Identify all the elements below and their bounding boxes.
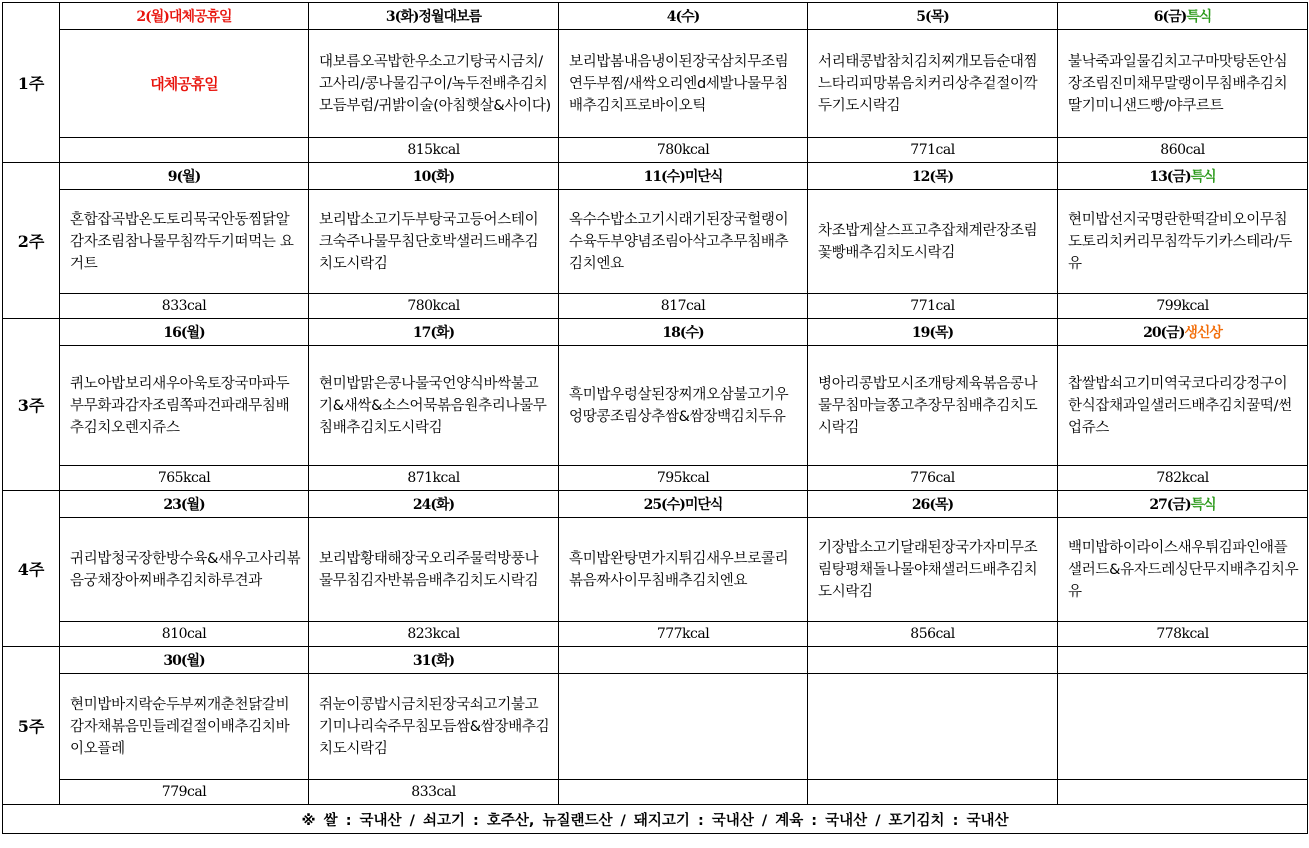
day-header: 19(목) <box>808 319 1058 346</box>
menu-cell <box>1058 674 1308 780</box>
menu-cell: 보리밥황태해장국오리주물럭방풍나물무침김자반볶음배추김치도시락김 <box>309 518 559 622</box>
day-header: 2(월)대체공휴일 <box>60 3 309 30</box>
kcal-cell: 780kcal <box>559 138 808 163</box>
kcal-cell: 779cal <box>60 780 309 805</box>
day-header <box>559 647 808 674</box>
menu-cell: 현미밥맑은콩나물국언양식바싹불고기&새싹&소스어묵볶음원추리나물무침배추김치도시락김 <box>309 346 559 466</box>
menu-cell: 서리태콩밥참치김치찌개모듬순대찜느타리피망볶음치커리상추겉절이깍두기도시락김 <box>808 30 1058 138</box>
day-header: 25(수)미단식 <box>559 491 808 518</box>
kcal-cell <box>559 780 808 805</box>
day-header: 5(목) <box>808 3 1058 30</box>
menu-cell: 귀리밥청국장한방수육&새우고사리볶음궁채장아찌배추김치하루견과 <box>60 518 309 622</box>
day-header: 12(목) <box>808 163 1058 190</box>
kcal-cell: 815kcal <box>309 138 559 163</box>
menu-cell: 쥐눈이콩밥시금치된장국쇠고기불고기미나리숙주무침모듬쌈&쌈장배추김치도시락김 <box>309 674 559 780</box>
day-header: 30(월) <box>60 647 309 674</box>
week-label: 4주 <box>3 491 60 647</box>
day-header: 17(화) <box>309 319 559 346</box>
day-header: 31(화) <box>309 647 559 674</box>
day-header: 24(화) <box>309 491 559 518</box>
menu-cell: 현미밥바지락순두부찌개춘천닭갈비감자채볶음민들레겉절이배추김치바이오플레 <box>60 674 309 780</box>
day-header: 16(월) <box>60 319 309 346</box>
week-label: 1주 <box>3 3 60 163</box>
day-header: 11(수)미단식 <box>559 163 808 190</box>
menu-cell: 혼합잡곡밥온도토리묵국안동찜닭알감자조림참나물무침깍두기떠먹는 요거트 <box>60 190 309 294</box>
menu-cell: 불낙죽과일물김치고구마맛탕돈안심장조림진미채무말랭이무침배추김치딸기미니샌드빵/야쿠르트 <box>1058 30 1308 138</box>
menu-cell: 옥수수밥소고기시래기된장국헐랭이수육두부양념조림아삭고추무침배추김치엔요 <box>559 190 808 294</box>
kcal-cell: 799kcal <box>1058 294 1308 319</box>
day-header: 27(금)특식 <box>1058 491 1308 518</box>
week-label: 3주 <box>3 319 60 491</box>
menu-cell: 대보름오곡밥한우소고기탕국시금치/고사리/콩나물김구이/녹두전배추김치모듬부럼/귀밝이술(아침햇살&사이다) <box>309 30 559 138</box>
menu-cell: 차조밥게살스프고추잡채계란장조림꽃빵배추김치도시락김 <box>808 190 1058 294</box>
kcal-cell <box>808 780 1058 805</box>
menu-cell: 현미밥선지국명란한떡갈비오이무침도토리치커리무침깍두기카스테라/두유 <box>1058 190 1308 294</box>
day-header: 13(금)특식 <box>1058 163 1308 190</box>
week-label: 5주 <box>3 647 60 805</box>
day-header: 6(금)특식 <box>1058 3 1308 30</box>
origin-footnote: ※ 쌀 : 국내산 / 쇠고기 : 호주산, 뉴질랜드산 / 돼지고기 : 국내산 / 계육 : 국내산 / 포기김치 : 국내산 <box>3 805 1308 834</box>
kcal-cell: 833cal <box>60 294 309 319</box>
day-header: 4(수) <box>559 3 808 30</box>
day-header: 23(월) <box>60 491 309 518</box>
menu-cell: 퀴노아밥보리새우아욱토장국마파두부무화과감자조림쪽파건파래무침배추김치오렌지쥬스 <box>60 346 309 466</box>
menu-cell <box>808 674 1058 780</box>
holiday-cell: 대체공휴일 <box>60 30 309 138</box>
kcal-cell: 856cal <box>808 622 1058 647</box>
day-header: 10(화) <box>309 163 559 190</box>
menu-cell: 병아리콩밥모시조개탕제육볶음콩나물무침마늘쫑고추장무침배추김치도시락김 <box>808 346 1058 466</box>
kcal-cell: 823kcal <box>309 622 559 647</box>
kcal-cell: 771cal <box>808 294 1058 319</box>
kcal-cell: 776cal <box>808 466 1058 491</box>
kcal-cell: 817cal <box>559 294 808 319</box>
kcal-cell: 860cal <box>1058 138 1308 163</box>
kcal-cell: 777kcal <box>559 622 808 647</box>
special-tag: 특식 <box>1190 169 1216 185</box>
menu-cell: 기장밥소고기달래된장국가자미무조림탕평채돌나물야채샐러드배추김치도시락김 <box>808 518 1058 622</box>
kcal-cell: 795kcal <box>559 466 808 491</box>
menu-cell: 보리밥봄내음냉이된장국삼치무조림연두부찜/새싹오리엔d세발나물무침배추김치프로바이오틱 <box>559 30 808 138</box>
day-header: 20(금)생신상 <box>1058 319 1308 346</box>
menu-cell: 찹쌀밥쇠고기미역국코다리강정구이한식잡채과일샐러드배추김치꿀떡/썬업쥬스 <box>1058 346 1308 466</box>
kcal-cell <box>1058 780 1308 805</box>
special-tag: 생신상 <box>1184 325 1222 341</box>
kcal-cell <box>60 138 309 163</box>
kcal-cell: 778kcal <box>1058 622 1308 647</box>
kcal-cell: 871kcal <box>309 466 559 491</box>
menu-cell <box>559 674 808 780</box>
day-header <box>808 647 1058 674</box>
menu-cell: 백미밥하이라이스새우튀김파인애플샐러드&유자드레싱단무지배추김치우유 <box>1058 518 1308 622</box>
kcal-cell: 771cal <box>808 138 1058 163</box>
day-header: 18(수) <box>559 319 808 346</box>
menu-cell: 흑미밥우렁살된장찌개오삼불고기우엉땅콩조림상추쌈&쌈장백김치두유 <box>559 346 808 466</box>
day-header: 9(월) <box>60 163 309 190</box>
kcal-cell: 765kcal <box>60 466 309 491</box>
menu-cell: 흑미밥완탕면가지튀김새우브로콜리볶음짜사이무침배추김치엔요 <box>559 518 808 622</box>
kcal-cell: 780kcal <box>309 294 559 319</box>
kcal-cell: 833cal <box>309 780 559 805</box>
kcal-cell: 810cal <box>60 622 309 647</box>
day-header: 26(목) <box>808 491 1058 518</box>
special-tag: 특식 <box>1190 497 1216 513</box>
menu-cell: 보리밥소고기두부탕국고등어스테이크숙주나물무침단호박샐러드배추김치도시락김 <box>309 190 559 294</box>
day-header <box>1058 647 1308 674</box>
day-header: 3(화)정월대보름 <box>309 3 559 30</box>
monthly-menu-table <box>2 2 1308 834</box>
special-tag: 특식 <box>1186 9 1212 25</box>
kcal-cell: 782kcal <box>1058 466 1308 491</box>
week-label: 2주 <box>3 163 60 319</box>
